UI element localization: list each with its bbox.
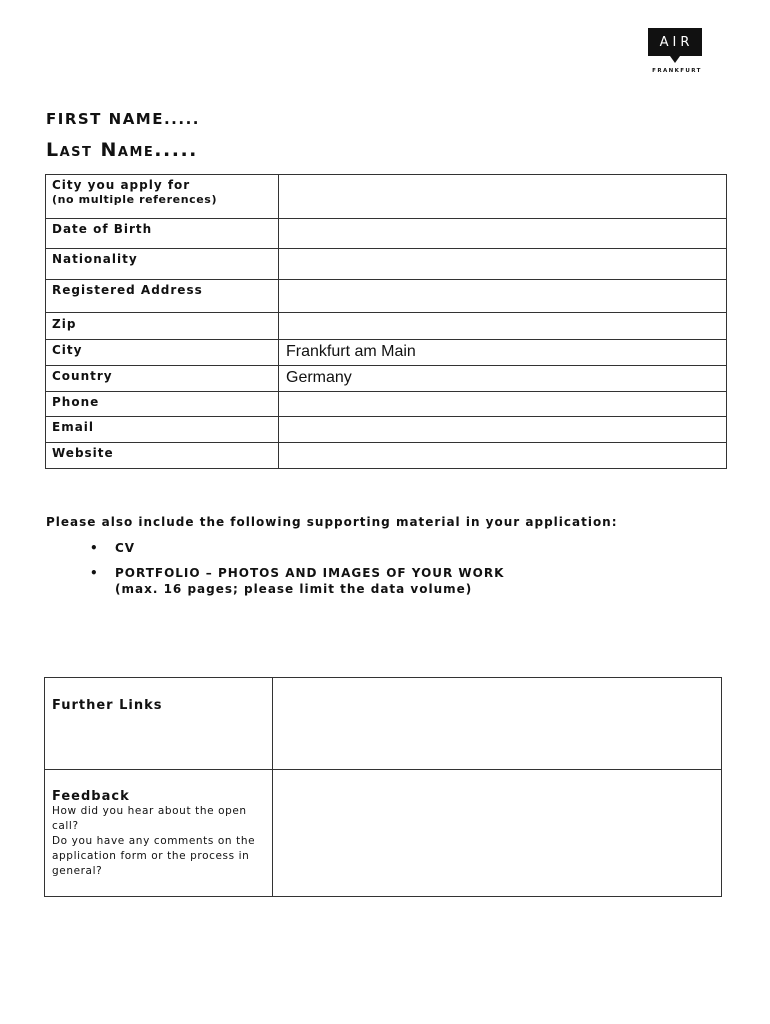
portfolio-item: PORTFOLIO – PHOTOS AND IMAGES OF YOUR WORK (115, 566, 505, 580)
zip-label: Zip (46, 313, 279, 340)
table-row (46, 392, 727, 417)
date-of-birth-label: Date of Birth (46, 219, 279, 249)
phone-field[interactable] (279, 392, 727, 417)
table-row (46, 219, 727, 249)
table-row (46, 175, 727, 219)
city-apply-sublabel: (no multiple references) (52, 193, 218, 206)
table-row (46, 443, 727, 469)
website-label: Website (46, 443, 279, 469)
further-links-field[interactable] (273, 678, 722, 770)
further-links-label: Further Links (52, 698, 163, 713)
feedback-field[interactable] (273, 770, 722, 897)
city-field[interactable]: Frankfurt am Main (279, 340, 727, 366)
table-row (46, 249, 727, 280)
last-name-heading: Last Name..... (46, 139, 198, 161)
email-field[interactable] (279, 417, 727, 443)
additional-info-table (44, 677, 722, 897)
list-item (90, 565, 504, 597)
city-apply-label: City you apply for (52, 178, 191, 192)
feedback-label: Feedback (52, 789, 130, 804)
portfolio-note: (max. 16 pages; please limit the data volume) (115, 582, 473, 596)
website-field[interactable] (279, 443, 727, 469)
row-label (46, 175, 279, 219)
supporting-material-list (90, 540, 504, 597)
list-item (90, 540, 504, 556)
table-row (46, 417, 727, 443)
registered-address-label: Registered Address (46, 280, 279, 313)
country-label: Country (46, 366, 279, 392)
city-apply-field[interactable] (279, 175, 727, 219)
row-label (45, 770, 273, 897)
date-of-birth-field[interactable] (279, 219, 727, 249)
feedback-question-1: How did you hear about the open call? (52, 805, 247, 832)
email-label: Email (46, 417, 279, 443)
logo-mark: AIR (648, 28, 702, 56)
table-row (45, 770, 722, 897)
zip-field[interactable] (279, 313, 727, 340)
table-row (46, 280, 727, 313)
bullet-icon: • (90, 541, 99, 555)
first-name-heading: FIRST NAME..... (46, 110, 200, 128)
table-row (46, 313, 727, 340)
logo-pointer (670, 56, 680, 63)
applicant-details-table (45, 174, 727, 469)
table-row (46, 340, 727, 366)
phone-label: Phone (46, 392, 279, 417)
table-row (45, 678, 722, 770)
registered-address-field[interactable] (279, 280, 727, 313)
nationality-label: Nationality (46, 249, 279, 280)
city-label: City (46, 340, 279, 366)
row-label (45, 678, 273, 770)
supporting-material-intro: Please also include the following supporting material in your application: (46, 515, 618, 529)
table-row (46, 366, 727, 392)
feedback-question-2: Do you have any comments on the application form or the process in general? (52, 835, 256, 877)
logo-subtitle: FRANKFURT (652, 68, 702, 74)
nationality-field[interactable] (279, 249, 727, 280)
cv-item: CV (115, 541, 136, 555)
air-frankfurt-logo (648, 28, 704, 74)
country-field[interactable]: Germany (279, 366, 727, 392)
bullet-icon: • (90, 566, 99, 580)
